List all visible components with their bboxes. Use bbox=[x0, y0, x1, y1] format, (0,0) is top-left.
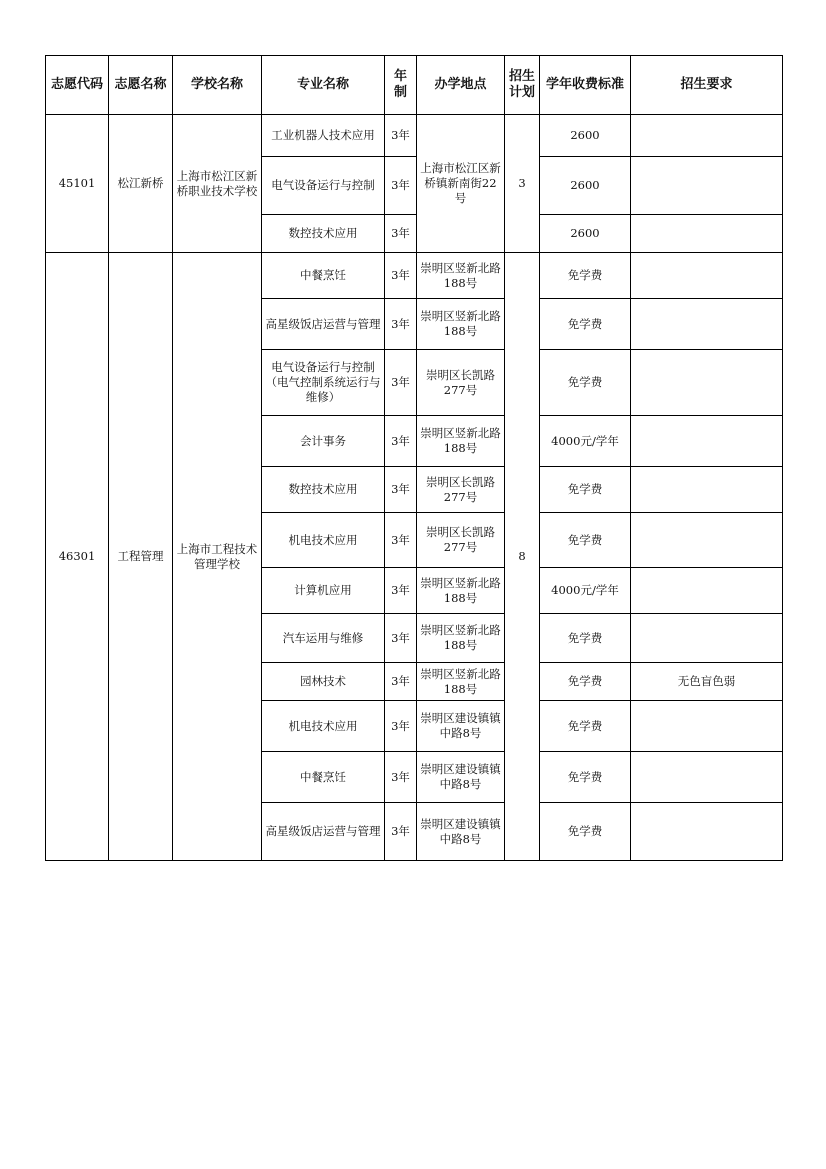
header-location: 办学地点 bbox=[417, 56, 505, 115]
school-name: 上海市工程技术管理学校 bbox=[173, 253, 262, 861]
fee-cell: 免学费 bbox=[540, 467, 631, 513]
major-cell: 汽车运用与维修 bbox=[262, 614, 385, 663]
years-cell: 3年 bbox=[385, 299, 417, 350]
fee-cell: 免学费 bbox=[540, 513, 631, 568]
header-school: 学校名称 bbox=[173, 56, 262, 115]
years-cell: 3年 bbox=[385, 467, 417, 513]
fee-cell: 4000元/学年 bbox=[540, 568, 631, 614]
group-name: 工程管理 bbox=[109, 253, 173, 861]
requirement-cell bbox=[631, 701, 783, 752]
major-cell: 工业机器人技术应用 bbox=[262, 115, 385, 157]
location-cell: 崇明区长凯路277号 bbox=[417, 513, 505, 568]
enrollment-table bbox=[45, 55, 783, 861]
fee-cell: 免学费 bbox=[540, 752, 631, 803]
header-row bbox=[46, 56, 783, 115]
header-years: 年制 bbox=[385, 56, 417, 115]
major-cell: 园林技术 bbox=[262, 663, 385, 701]
requirement-cell bbox=[631, 157, 783, 215]
major-cell: 电气设备运行与控制（电气控制系统运行与维修） bbox=[262, 350, 385, 416]
years-cell: 3年 bbox=[385, 350, 417, 416]
location-cell: 崇明区建设镇镇中路8号 bbox=[417, 752, 505, 803]
requirement-cell bbox=[631, 614, 783, 663]
fee-cell: 免学费 bbox=[540, 803, 631, 861]
location-cell: 崇明区建设镇镇中路8号 bbox=[417, 701, 505, 752]
header-name: 志愿名称 bbox=[109, 56, 173, 115]
major-cell: 会计事务 bbox=[262, 416, 385, 467]
major-cell: 电气设备运行与控制 bbox=[262, 157, 385, 215]
major-cell: 中餐烹饪 bbox=[262, 253, 385, 299]
requirement-cell bbox=[631, 568, 783, 614]
location-cell: 崇明区竖新北路188号 bbox=[417, 663, 505, 701]
years-cell: 3年 bbox=[385, 803, 417, 861]
requirement-cell bbox=[631, 416, 783, 467]
major-cell: 高星级饭店运营与管理 bbox=[262, 299, 385, 350]
requirement-cell: 无色盲色弱 bbox=[631, 663, 783, 701]
years-cell: 3年 bbox=[385, 663, 417, 701]
table-row bbox=[46, 253, 783, 299]
years-cell: 3年 bbox=[385, 157, 417, 215]
years-cell: 3年 bbox=[385, 752, 417, 803]
header-requirement: 招生要求 bbox=[631, 56, 783, 115]
school-name: 上海市松江区新桥职业技术学校 bbox=[173, 115, 262, 253]
fee-cell: 免学费 bbox=[540, 663, 631, 701]
major-cell: 数控技术应用 bbox=[262, 467, 385, 513]
fee-cell: 免学费 bbox=[540, 614, 631, 663]
requirement-cell bbox=[631, 215, 783, 253]
fee-cell: 2600 bbox=[540, 215, 631, 253]
plan-cell: 3 bbox=[505, 115, 540, 253]
location-cell: 崇明区竖新北路188号 bbox=[417, 568, 505, 614]
requirement-cell bbox=[631, 350, 783, 416]
header-fee: 学年收费标准 bbox=[540, 56, 631, 115]
location-cell: 崇明区竖新北路188号 bbox=[417, 253, 505, 299]
years-cell: 3年 bbox=[385, 701, 417, 752]
group-name: 松江新桥 bbox=[109, 115, 173, 253]
fee-cell: 免学费 bbox=[540, 350, 631, 416]
header-major: 专业名称 bbox=[262, 56, 385, 115]
years-cell: 3年 bbox=[385, 115, 417, 157]
years-cell: 3年 bbox=[385, 253, 417, 299]
requirement-cell bbox=[631, 115, 783, 157]
location-cell: 崇明区竖新北路188号 bbox=[417, 614, 505, 663]
major-cell: 机电技术应用 bbox=[262, 513, 385, 568]
group-code: 46301 bbox=[46, 253, 109, 861]
requirement-cell bbox=[631, 752, 783, 803]
years-cell: 3年 bbox=[385, 513, 417, 568]
major-cell: 中餐烹饪 bbox=[262, 752, 385, 803]
requirement-cell bbox=[631, 467, 783, 513]
fee-cell: 免学费 bbox=[540, 253, 631, 299]
years-cell: 3年 bbox=[385, 215, 417, 253]
table-row bbox=[46, 115, 783, 157]
location-cell: 崇明区长凯路277号 bbox=[417, 467, 505, 513]
fee-cell: 2600 bbox=[540, 115, 631, 157]
header-plan: 招生计划 bbox=[505, 56, 540, 115]
plan-cell: 8 bbox=[505, 253, 540, 861]
requirement-cell bbox=[631, 513, 783, 568]
header-code: 志愿代码 bbox=[46, 56, 109, 115]
location-cell: 崇明区竖新北路188号 bbox=[417, 416, 505, 467]
location-cell: 崇明区竖新北路188号 bbox=[417, 299, 505, 350]
fee-cell: 4000元/学年 bbox=[540, 416, 631, 467]
major-cell: 高星级饭店运营与管理 bbox=[262, 803, 385, 861]
years-cell: 3年 bbox=[385, 568, 417, 614]
years-cell: 3年 bbox=[385, 614, 417, 663]
location-cell: 崇明区建设镇镇中路8号 bbox=[417, 803, 505, 861]
requirement-cell bbox=[631, 299, 783, 350]
fee-cell: 免学费 bbox=[540, 701, 631, 752]
requirement-cell bbox=[631, 253, 783, 299]
requirement-cell bbox=[631, 803, 783, 861]
location-cell: 崇明区长凯路277号 bbox=[417, 350, 505, 416]
fee-cell: 2600 bbox=[540, 157, 631, 215]
fee-cell: 免学费 bbox=[540, 299, 631, 350]
years-cell: 3年 bbox=[385, 416, 417, 467]
location-cell: 上海市松江区新桥镇新南街22号 bbox=[417, 115, 505, 253]
group-code: 45101 bbox=[46, 115, 109, 253]
major-cell: 计算机应用 bbox=[262, 568, 385, 614]
major-cell: 机电技术应用 bbox=[262, 701, 385, 752]
major-cell: 数控技术应用 bbox=[262, 215, 385, 253]
